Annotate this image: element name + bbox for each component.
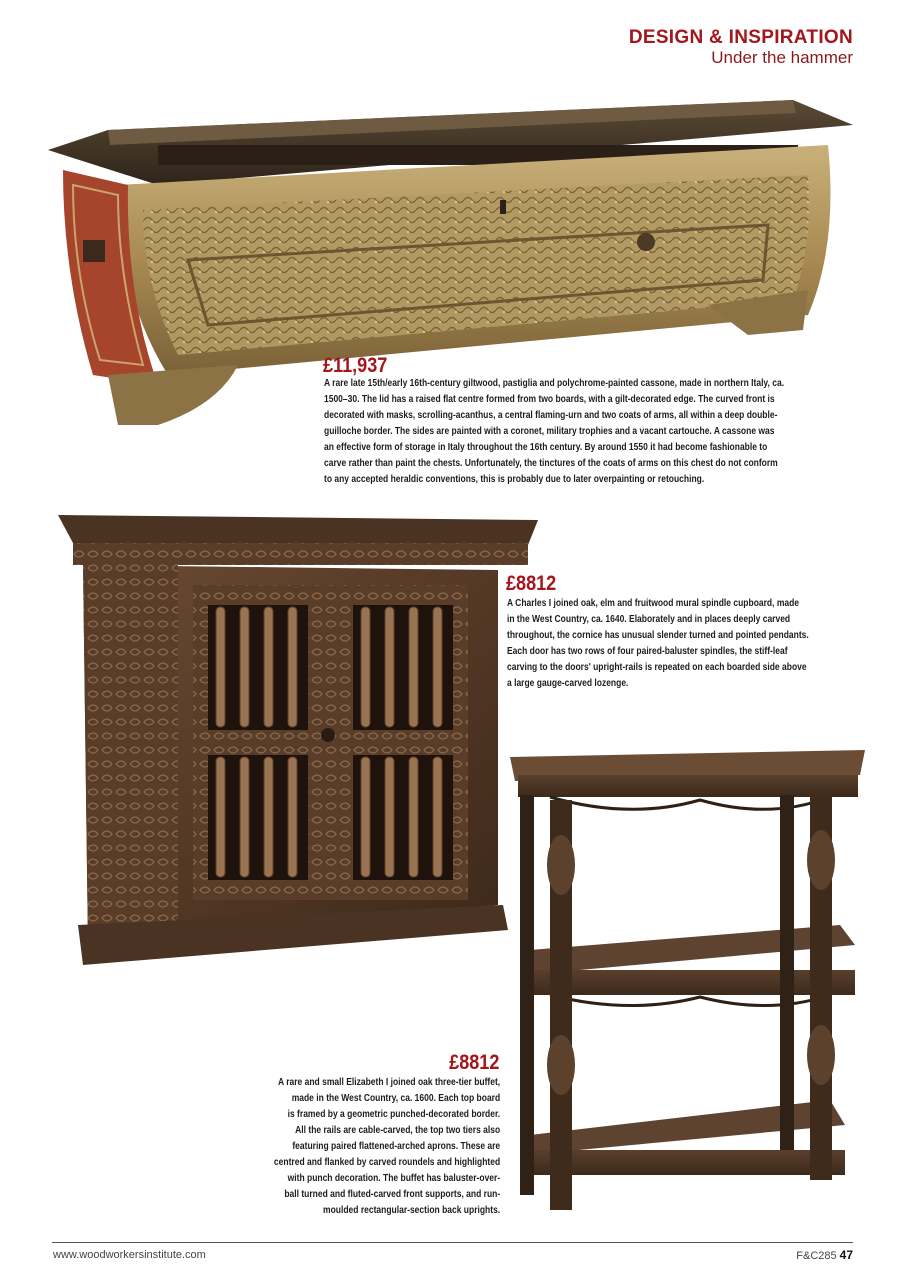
description-line: a large gauge-carved lozenge. [507, 678, 629, 689]
footer-folio [796, 1248, 853, 1262]
description-spindle-cupboard [507, 596, 862, 692]
price-spindle-cupboard: £8812 [506, 572, 557, 595]
description-line: All the rails are cable-carved, the top two tiers also [294, 1125, 500, 1136]
description-line: made in the West Country, ca. 1600. Each top board [291, 1093, 500, 1104]
description-line: to any accepted heraldic conventions, this is probably due to later overpainting or retouching. [324, 474, 705, 485]
description-line: featuring paired flattened-arched aprons. These are [292, 1141, 500, 1152]
description-line: an effective form of storage in Italy throughout the 16th century. By around 1550 it had become fashionable to [324, 442, 768, 453]
description-line: Each door has two rows of four paired-baluster spindles, the stiff-leaf [507, 646, 788, 657]
description-line: A rare and small Elizabeth I joined oak three-tier buffet, [277, 1077, 500, 1088]
section-subtitle: Under the hammer [711, 48, 853, 67]
footer-website: www.woodworkersinstitute.com [53, 1249, 206, 1261]
price-cassone: £11,937 [323, 354, 388, 377]
description-line: carve rather than paint the chests. Unfortunately, the tinctures of the coats of arms on this chest do not conform [324, 458, 778, 469]
description-line: guilloche border. The sides are painted with a coronet, military trophies and a vacant cartouche. A cassone was [324, 426, 775, 437]
description-line: throughout, the cornice has unusual slender turned and pointed pendants. [507, 630, 809, 641]
description-line: in the West Country, ca. 1640. Elaborately and in places deeply carved [507, 614, 791, 625]
description-line: is framed by a geometric punched-decorated border. [287, 1109, 500, 1120]
description-line: with punch decoration. The buffet has baluster-over- [287, 1173, 500, 1184]
description-line: A rare late 15th/early 16th-century giltwood, pastiglia and polychrome-painted cassone, made in northern Italy, ca. [324, 378, 785, 389]
price-buffet: £8812 [448, 1051, 499, 1074]
description-line: A Charles I joined oak, elm and fruitwood mural spindle cupboard, made [507, 598, 800, 609]
description-line: centred and flanked by carved roundels and highlighted [273, 1157, 500, 1168]
spindle-cupboard-image [58, 505, 543, 970]
description-line: moulded rectangular-section back uprights. [322, 1205, 500, 1216]
description-buffet [234, 1075, 500, 1219]
section-header [629, 28, 853, 68]
footer-divider [52, 1242, 853, 1243]
description-line: decorated with masks, scrolling-acanthus, a central flaming-urn and two coats of arms, all within a deep double- [324, 410, 778, 421]
section-title: DESIGN & INSPIRATION [628, 27, 853, 48]
description-line: carving to the doors' upright-rails is repeated on each boarded side above [507, 662, 807, 673]
description-line: ball turned and fluted-carved front supports, and run- [284, 1189, 500, 1200]
description-line: 1500–30. The lid has a raised flat centre formed from two boards, with a gilt-decorated edge. The curved front is [324, 394, 775, 405]
buffet-image [510, 745, 865, 1215]
description-cassone [324, 376, 865, 488]
issue-number: F&C285 [796, 1250, 837, 1262]
page-number: 47 [839, 1248, 853, 1262]
